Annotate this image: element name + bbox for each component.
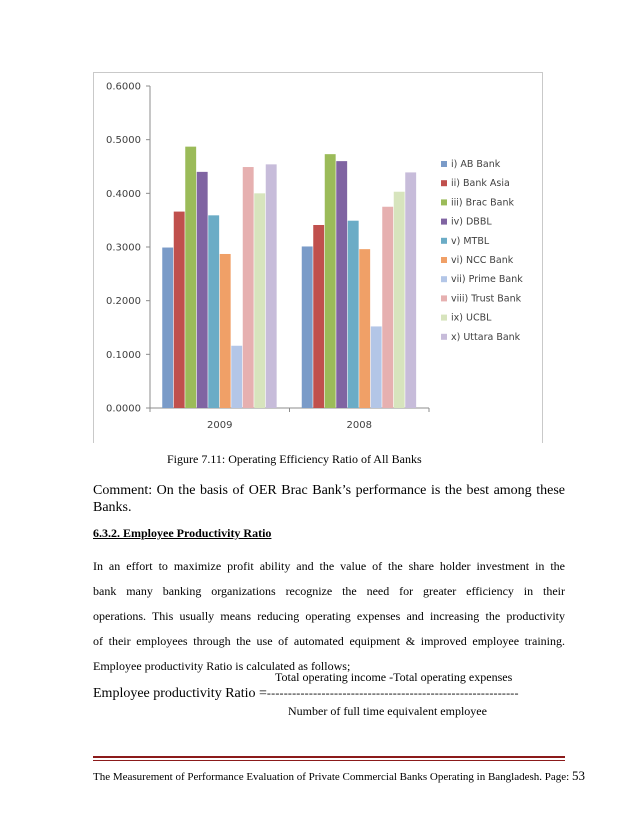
bar [162,248,173,408]
legend-label: vi) NCC Bank [451,255,514,266]
figure-caption: Figure 7.11: Operating Efficiency Ratio of All Banks [167,452,422,466]
footer-text: The Measurement of Performance Evaluation of Private Commercial Banks Operating in Bangladesh. Page: [93,771,570,783]
paragraph-line: Employee productivity Ratio is calculated as follows; [93,659,351,673]
legend-swatch [441,238,447,244]
legend-label: v) MTBL [451,235,490,247]
y-tick-label: 0.1000 [106,349,141,361]
legend-label: ii) Bank Asia [451,178,510,190]
legend-label: iv) DBBL [451,216,492,228]
legend-swatch [441,295,447,301]
legend-swatch [441,276,447,282]
legend-label: x) Uttara Bank [451,331,521,343]
y-tick-label: 0.3000 [106,242,141,254]
legend-swatch [441,315,447,321]
bar [174,212,185,408]
footer-rule [93,756,565,758]
bar [197,172,208,408]
y-tick-label: 0.0000 [106,403,141,415]
y-tick-label: 0.5000 [106,135,141,147]
bar [231,346,242,408]
bar [220,254,231,408]
legend-label: viii) Trust Bank [451,293,522,305]
legend-swatch [441,257,447,263]
y-tick-label: 0.6000 [106,81,141,93]
bar [336,161,347,408]
bar [405,172,416,408]
formula-numerator: Total operating income -Total operating expenses [275,670,513,684]
bar [325,154,336,408]
formula-fraction-bar: ------------------------------------------------------------ [266,686,519,700]
paragraph-line: operations. This usually means reducing operating expenses and increasing the productivity [93,609,565,623]
legend-label: iii) Brac Bank [451,197,514,209]
comment-text: Comment: On the basis of OER Brac Bank’s performance is the best among these Banks. [93,483,565,515]
legend-swatch [441,334,447,340]
x-tick-label: 2008 [346,420,372,431]
bar [243,167,254,408]
paragraph-line: In an effort to maximize profit ability and the value of the share holder investment in the [93,559,565,573]
legend-swatch [441,180,447,186]
formula-denominator: Number of full time equivalent employee [288,704,487,718]
page-number: 53 [571,768,585,783]
legend-label: ix) UCBL [451,312,492,324]
bar [359,249,370,408]
section-heading: 6.3.2. Employee Productivity Ratio [93,526,272,540]
legend-swatch [441,199,447,205]
legend-swatch [441,219,447,225]
y-tick-label: 0.2000 [106,296,141,308]
bar [302,246,313,408]
y-tick-label: 0.4000 [106,188,141,200]
body-paragraph [93,558,565,683]
bar [208,215,219,408]
formula-label: Employee productivity Ratio = [93,686,267,701]
legend-label: vii) Prime Bank [451,274,523,286]
bar [348,221,359,408]
paragraph-line: bank many banking organizations recognize the need for greater efficiency in their [93,584,565,598]
oer-bar-chart [93,72,541,442]
bar [371,326,382,408]
bar [382,207,393,408]
bar [394,192,405,408]
legend-swatch [441,161,447,167]
x-tick-label: 2009 [207,420,233,431]
paragraph-line: of their employees through the use of automated equipment & improved employee training. [93,634,565,648]
page-footer [93,768,585,784]
bar [266,164,277,408]
bar [185,147,196,408]
bar [254,193,265,408]
formula-line [93,686,519,702]
footer-rule [93,760,565,761]
bar [313,225,324,408]
legend-label: i) AB Bank [451,159,501,170]
